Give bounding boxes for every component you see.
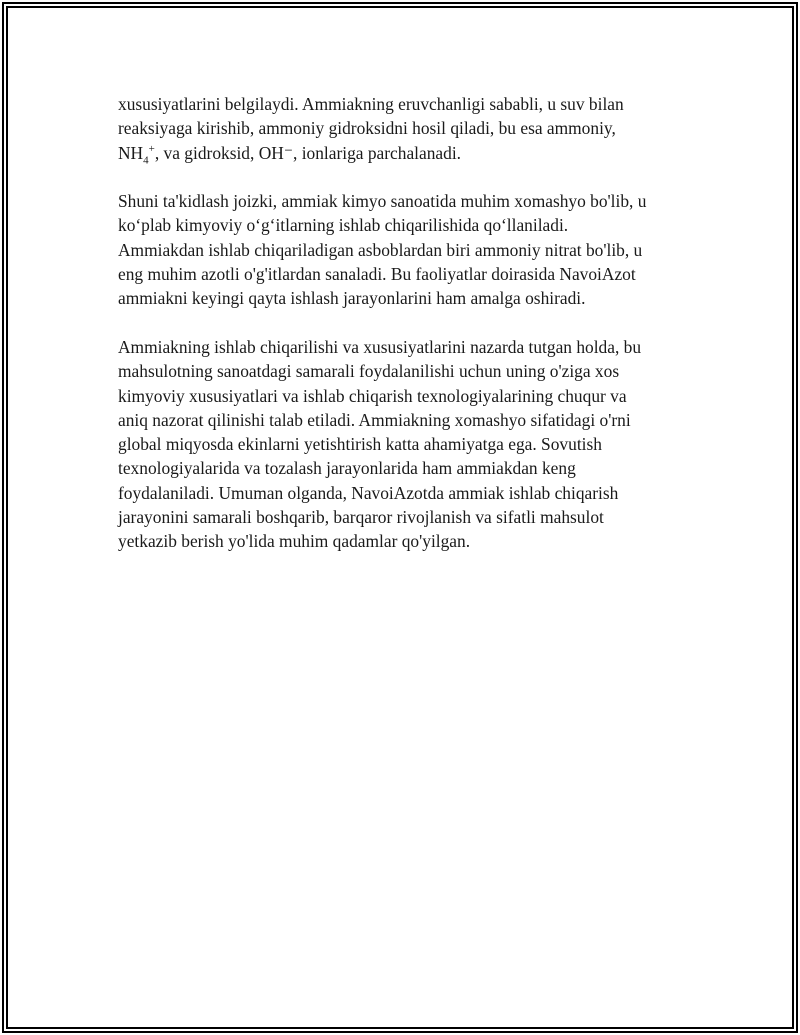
text-line: global miqyosda ekinlarni yetishtirish katta ahamiyatga ega. Sovutish <box>118 434 602 455</box>
text-line: eng muhim azotli o'g'itlardan sanaladi. Bu faoliyatlar doirasida NavoiAzot <box>118 264 636 285</box>
text-line: mahsulotning sanoatdagi samarali foydalanilishi uchun uning o'ziga xos <box>118 361 620 382</box>
text-line: ko‘plab kimyoviy o‘g‘itlarning ishlab chiqarilishida qo‘llaniladi. <box>118 215 569 236</box>
paragraph-2 <box>118 189 683 310</box>
text-line: foydalaniladi. Umuman olganda, NavoiAzotda ammiak ishlab chiqarish <box>118 482 619 503</box>
paragraph-3 <box>118 335 683 554</box>
text-line: Ammiakdan ishlab chiqariladigan asboblardan biri ammoniy nitrat bo'lib, u <box>118 239 643 260</box>
text-line: Ammiakning ishlab chiqarilishi va xususiyatlarini nazarda tutgan holda, bu <box>118 336 642 357</box>
text-line: jarayonini samarali boshqarib, barqaror rivojlanish va sifatli mahsulot <box>118 507 604 528</box>
formula-rest: , va gidroksid, OH⁻, ionlariga parchalanadi. <box>154 142 462 163</box>
text-line: ammiakni keyingi qayta ishlash jarayonlarini ham amalga oshiradi. <box>118 288 586 309</box>
formula-subscript: 4 <box>143 154 149 167</box>
text-line: aniq nazorat qilinishi talab etiladi. Ammiakning xomashyo sifatidagi o'rni <box>118 409 631 430</box>
text-line: kimyoviy xususiyatlari va ishlab chiqarish texnologiyalarining chuqur va <box>118 385 627 406</box>
text-line: texnologiyalarida va tozalash jarayonlarida ham ammiakdan keng <box>118 458 576 479</box>
paragraph-1 <box>118 92 683 165</box>
text-line-formula <box>118 141 683 165</box>
formula-superscript: + <box>148 142 155 155</box>
text-line: xususiyatlarini belgilaydi. Ammiakning eruvchanligi sababli, u suv bilan <box>118 94 624 114</box>
text-line: Shuni ta'kidlash joizki, ammiak kimyo sanoatida muhim xomashyo bo'lib, u <box>118 191 647 212</box>
text-line: reaksiyaga kirishib, ammoniy gidroksidni hosil qiladi, bu esa ammoniy, <box>118 118 616 139</box>
text-line: yetkazib berish yo'lida muhim qadamlar qo'yilgan. <box>118 531 471 552</box>
document-body <box>118 92 683 578</box>
formula-nh: NH <box>118 142 144 163</box>
